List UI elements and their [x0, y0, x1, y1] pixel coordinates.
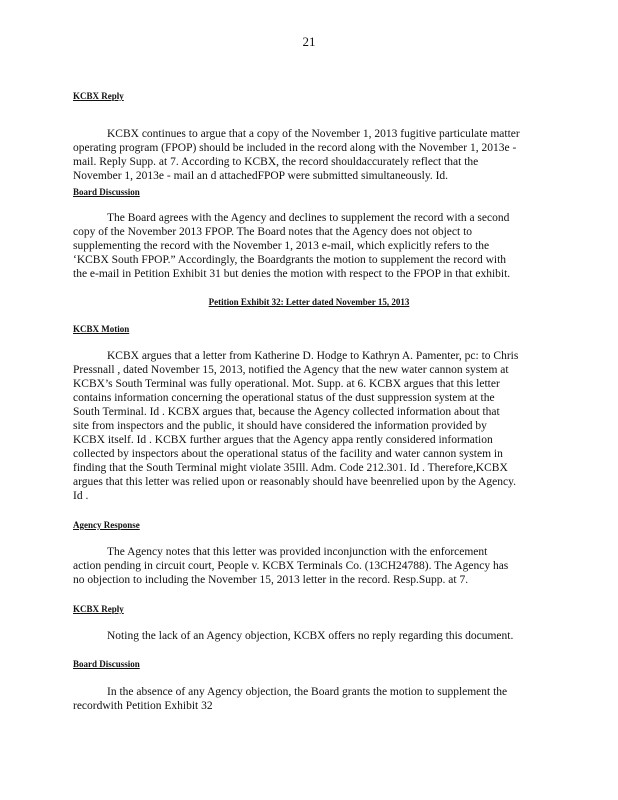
section-heading-agency-response: Agency Response — [73, 520, 140, 530]
section-heading-kcbx-reply: KCBX Reply — [73, 604, 124, 614]
page-number: 21 — [302, 34, 316, 49]
paragraph-line: KCBX continues to argue that a copy of the November 1, 2013 fugitive particulate matter — [107, 128, 520, 140]
paragraph-line: collected by inspectors about the operational status of the facility and water cannon system in — [73, 448, 503, 460]
section-heading-board-discussion: Board Discussion — [73, 187, 140, 197]
paragraph-board-discussion — [73, 211, 539, 281]
paragraph-line: The Agency notes that this letter was provided inconjunction with the enforcement — [107, 546, 488, 558]
paragraph-kcbx-motion — [73, 349, 539, 503]
paragraph-line: mail. Reply Supp. at 7. According to KCBX, the record shouldaccurately reflect that the — [73, 156, 479, 168]
paragraph-line: KCBX itself. Id . KCBX further argues that the Agency appa rently considered information — [73, 434, 493, 446]
paragraph-line: contains information concerning the operational status of the dust suppression system at the — [73, 392, 495, 404]
paragraph-board-discussion-2 — [73, 685, 539, 713]
paragraph-line: Pressnall , dated November 15, 2013, notified the Agency that the new water cannon system at — [73, 364, 509, 376]
paragraph-line: KCBX argues that a letter from Katherine D. Hodge to Kathryn A. Pamenter, pc: to Chris — [107, 350, 519, 362]
paragraph-line: supplementing the record with the November 1, 2013 e-mail, which explicitly refers to the — [73, 240, 490, 252]
section-heading-kcbx-reply: KCBX Reply — [73, 91, 124, 101]
paragraph-line: In the absence of any Agency objection, the Board grants the motion to supplement the — [107, 686, 508, 698]
paragraph-line: South Terminal. Id . KCBX argues that, because the Agency collected information about that — [73, 406, 500, 418]
paragraph-line: the e-mail in Petition Exhibit 31 but denies the motion with respect to the FPOP in that exhibit. — [73, 268, 511, 280]
paragraph-line: operating program (FPOP) should be included in the record along with the November 1, 2013e - — [73, 142, 517, 154]
paragraph-line: KCBX’s South Terminal was fully operational. Mot. Supp. at 6. KCBX argues that this letter — [73, 378, 500, 390]
paragraph-line: ‘KCBX South FPOP.” Accordingly, the Boardgrants the motion to supplement the record with — [73, 254, 507, 266]
paragraph-line: Noting the lack of an Agency objection, KCBX offers no reply regarding this document. — [107, 630, 514, 642]
paragraph-agency-response — [73, 545, 539, 587]
paragraph-line: The Board agrees with the Agency and declines to supplement the record with a second — [107, 212, 510, 224]
section-heading-kcbx-motion: KCBX Motion — [73, 324, 130, 334]
paragraph-kcbx-reply — [73, 127, 539, 183]
section-heading-board-discussion: Board Discussion — [73, 659, 140, 669]
exhibit-heading: Petition Exhibit 32: Letter dated November 15, 2013 — [208, 297, 410, 307]
paragraph-line: copy of the November 2013 FPOP. The Board notes that the Agency does not object to — [73, 226, 473, 238]
paragraph-line: site from inspectors and the public, it should have considered the information provided by — [73, 420, 487, 432]
paragraph-kcbx-reply-2 — [73, 629, 539, 643]
paragraph-line: action pending in circuit court, People v. KCBX Terminals Co. (13CH24788). The Agency has — [73, 560, 509, 572]
paragraph-line: Id . — [73, 490, 89, 502]
paragraph-line: recordwith Petition Exhibit 32 — [73, 700, 213, 712]
paragraph-line: no objection to including the November 15, 2013 letter in the record. Resp.Supp. at 7. — [73, 574, 469, 586]
paragraph-line: finding that the South Terminal might violate 35Ill. Adm. Code 212.301. Id . Therefore,KCBX — [73, 462, 508, 474]
paragraph-line: November 1, 2013e - mail an d attachedFPOP were submitted simultaneously. Id. — [73, 170, 449, 182]
paragraph-line: argues that this letter was relied upon or reasonably should have beenrelied upon by the Agency. — [73, 476, 516, 488]
